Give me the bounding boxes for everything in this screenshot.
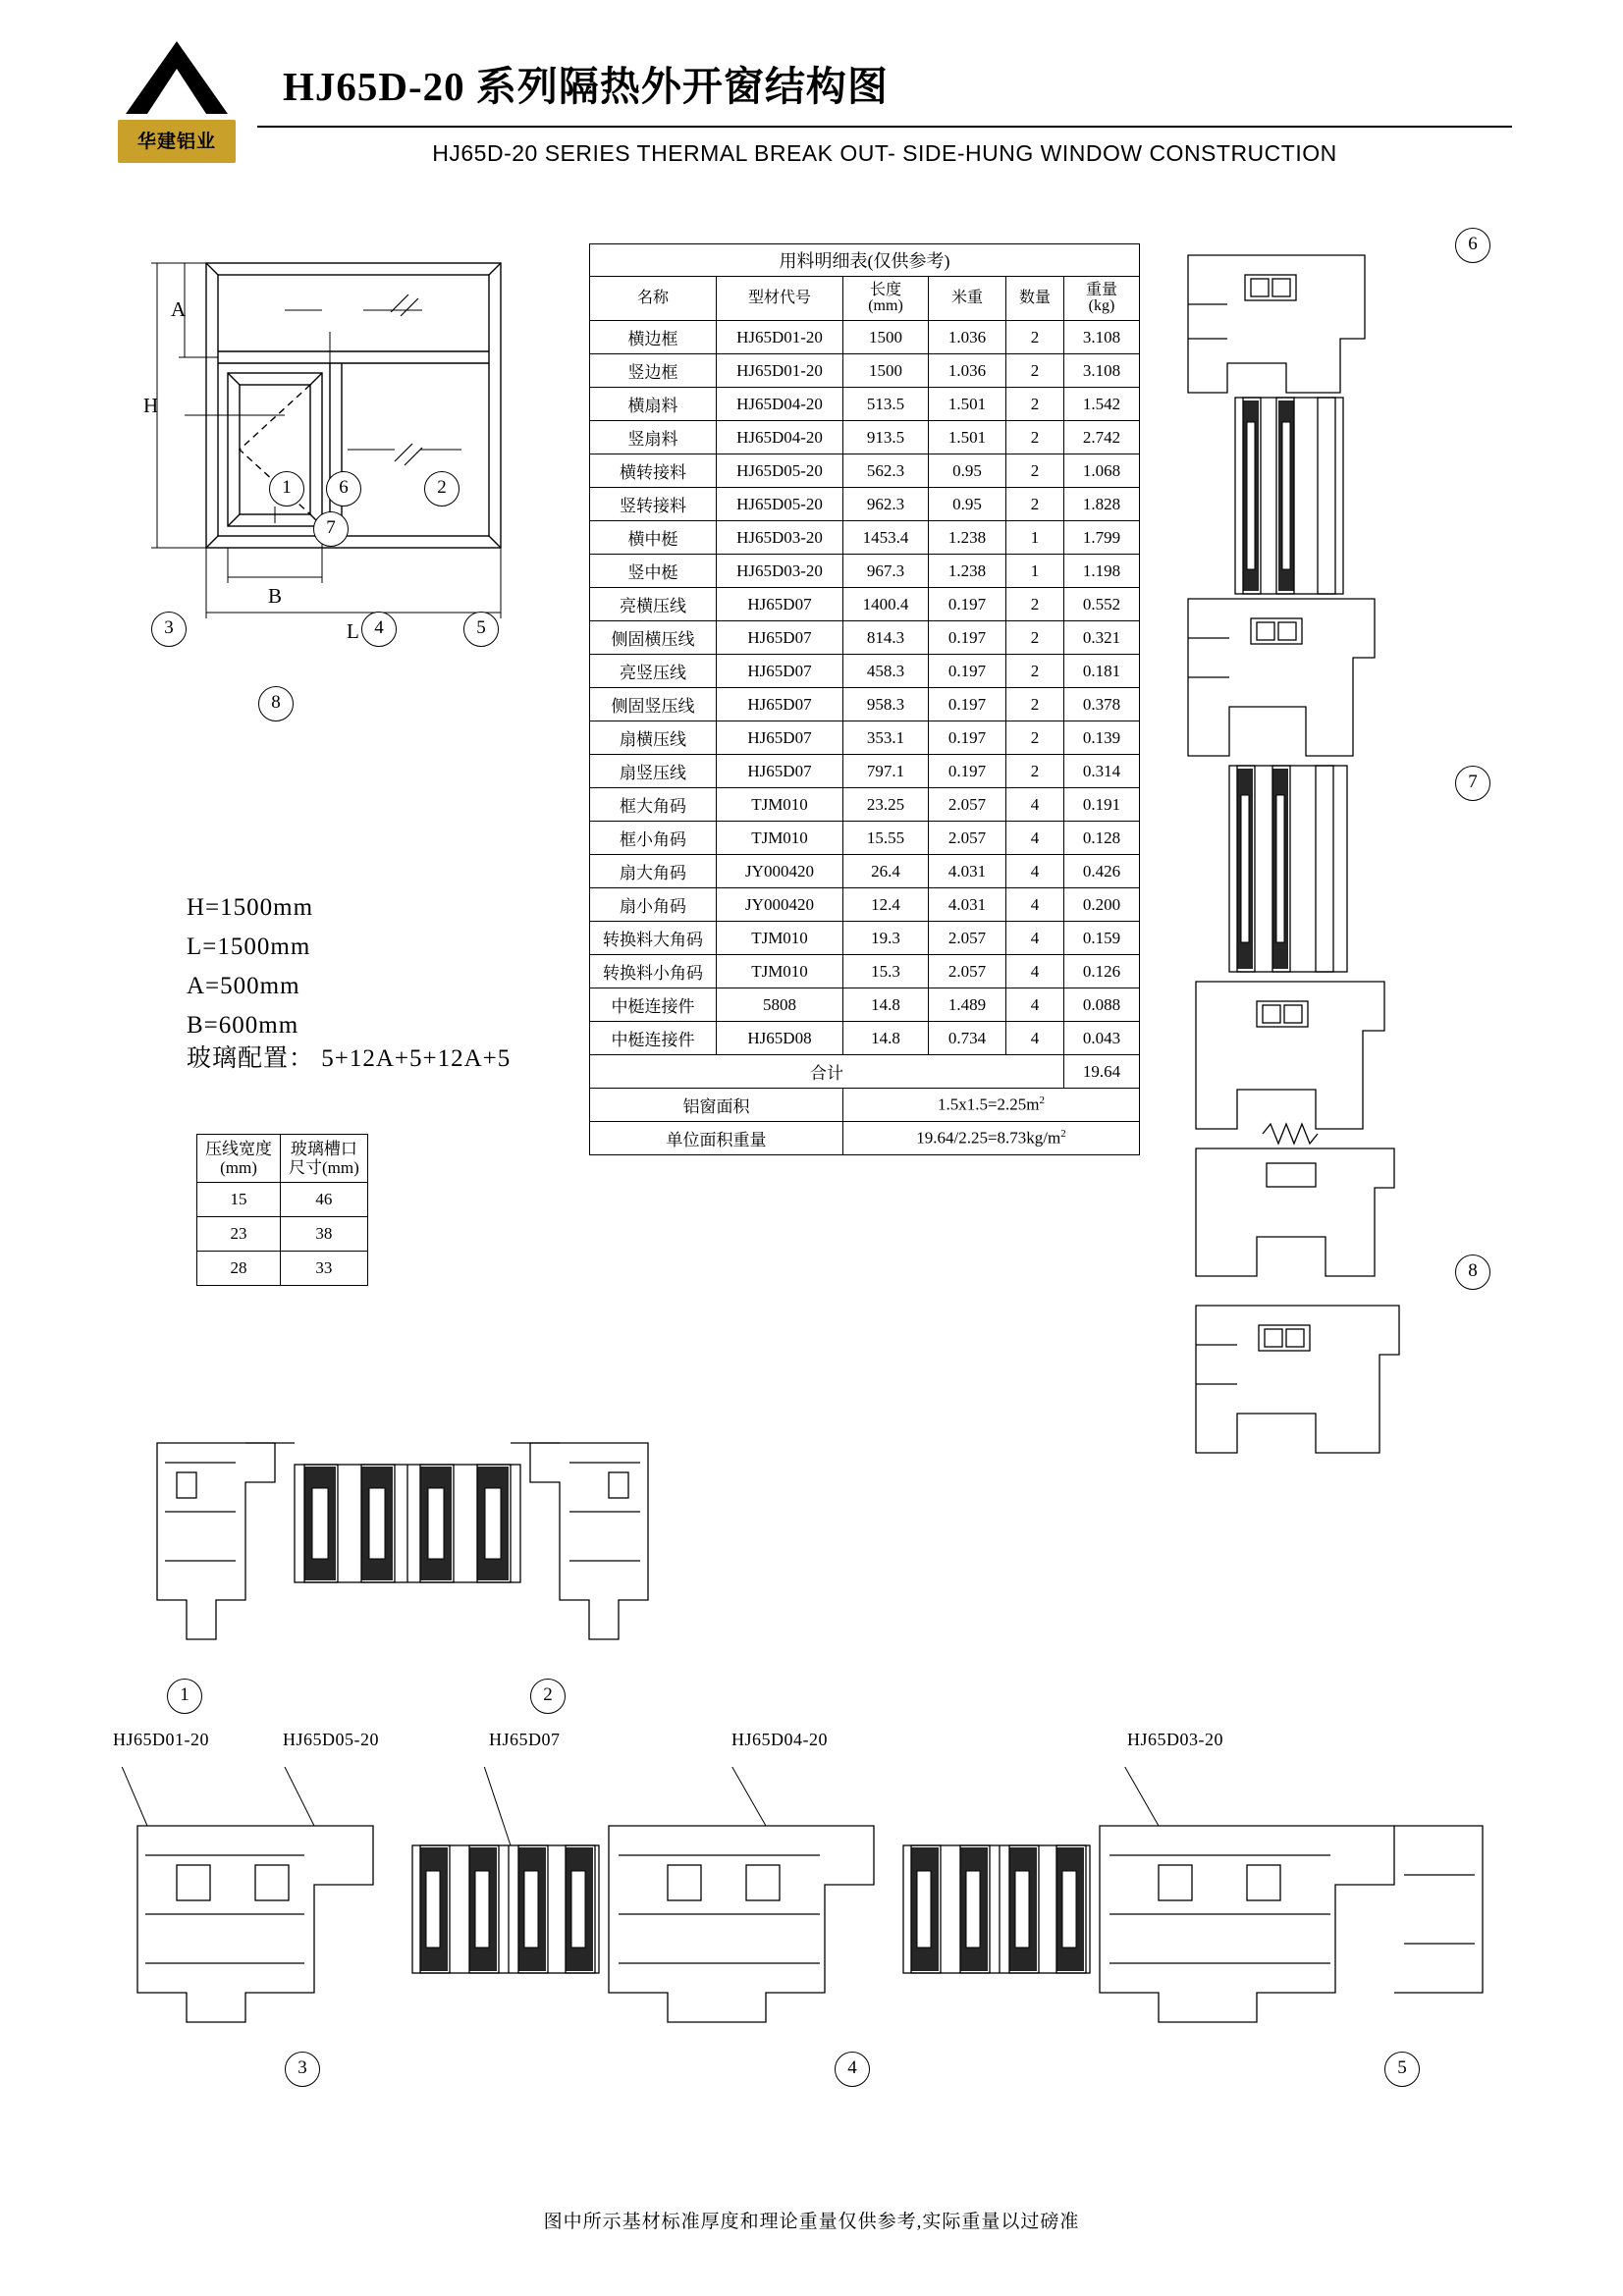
cell-name: 竖边框 <box>590 354 717 388</box>
bom-total-label: 合计 <box>590 1055 1064 1089</box>
cell-name: 扇小角码 <box>590 888 717 922</box>
cell-weight: 1.828 <box>1064 488 1140 521</box>
cell-length: 14.8 <box>843 988 929 1022</box>
cell-qty: 4 <box>1006 1022 1064 1055</box>
cell-meterweight: 4.031 <box>929 855 1006 888</box>
cell-length: 19.3 <box>843 922 929 955</box>
cell-code: HJ65D07 <box>717 688 843 721</box>
cell-weight: 0.378 <box>1064 688 1140 721</box>
cell-meterweight: 0.95 <box>929 488 1006 521</box>
table-row <box>590 421 1140 454</box>
cell-code: HJ65D07 <box>717 588 843 621</box>
cell-qty: 4 <box>1006 988 1064 1022</box>
profile-label-hj65d03: HJ65D03-20 <box>1127 1730 1223 1749</box>
header-bead-width-l1: 压线宽度 <box>205 1140 272 1158</box>
dim-label-H: H <box>143 394 159 417</box>
cell-meterweight: 1.036 <box>929 321 1006 354</box>
bom-header-length <box>843 277 929 321</box>
cell-weight: 0.128 <box>1064 822 1140 855</box>
cell-weight: 0.126 <box>1064 955 1140 988</box>
cell-weight: 2.742 <box>1064 421 1140 454</box>
cell-qty: 4 <box>1006 822 1064 855</box>
bom-area-value <box>843 1089 1140 1122</box>
bom-area-label: 铝窗面积 <box>590 1089 843 1122</box>
cell-code: HJ65D01-20 <box>717 321 843 354</box>
dim-label-A: A <box>171 297 187 321</box>
table-row <box>590 755 1140 788</box>
cell-name: 竖转接料 <box>590 488 717 521</box>
cell-qty: 1 <box>1006 521 1064 555</box>
cell-code: TJM010 <box>717 822 843 855</box>
bom-unit-value-text: 19.64/2.25=8.73kg/m <box>916 1128 1061 1148</box>
cell-weight: 0.088 <box>1064 988 1140 1022</box>
bom-unit-sup: 2 <box>1060 1128 1066 1141</box>
profile-label-hj65d04: HJ65D04-20 <box>731 1730 828 1749</box>
cell-name: 亮竖压线 <box>590 655 717 688</box>
header-glass-slot-l2: 尺寸(mm) <box>289 1158 359 1177</box>
cell-length: 458.3 <box>843 655 929 688</box>
cell-weight: 0.159 <box>1064 922 1140 955</box>
cell-code: HJ65D04-20 <box>717 421 843 454</box>
table-row <box>590 922 1140 955</box>
page-subtitle: HJ65D-20 SERIES THERMAL BREAK OUT- SIDE-HUNG WINDOW CONSTRUCTION <box>432 140 1337 166</box>
cell-code: HJ65D07 <box>717 755 843 788</box>
elevation-callout-8: 8 <box>258 686 294 721</box>
bom-header-name: 名称 <box>590 277 717 321</box>
cell-length: 797.1 <box>843 755 929 788</box>
cell-meterweight: 1.036 <box>929 354 1006 388</box>
cell-qty: 2 <box>1006 755 1064 788</box>
cell-meterweight: 2.057 <box>929 788 1006 822</box>
cell-qty: 4 <box>1006 788 1064 822</box>
bom-total-row <box>590 1055 1140 1089</box>
cell-meterweight: 0.197 <box>929 621 1006 655</box>
table-row <box>590 588 1140 621</box>
cell-qty: 2 <box>1006 421 1064 454</box>
cell-meterweight: 2.057 <box>929 955 1006 988</box>
bom-header-length-l2: (mm) <box>868 297 903 314</box>
cell-length: 14.8 <box>843 1022 929 1055</box>
cell-length: 1500 <box>843 321 929 354</box>
cell-length: 1400.4 <box>843 588 929 621</box>
cell-qty: 1 <box>1006 555 1064 588</box>
header-glass-slot <box>281 1135 368 1183</box>
cell-meterweight: 1.238 <box>929 555 1006 588</box>
header-glass-slot-l1: 玻璃槽口 <box>290 1140 357 1158</box>
cell-code: HJ65D07 <box>717 655 843 688</box>
cell-code: HJ65D08 <box>717 1022 843 1055</box>
table-row <box>590 988 1140 1022</box>
cell-name: 框小角码 <box>590 822 717 855</box>
table-row <box>590 388 1140 421</box>
cell-qty: 4 <box>1006 922 1064 955</box>
cell-glass-slot: 33 <box>281 1252 368 1286</box>
bom-header-code: 型材代号 <box>717 277 843 321</box>
cell-name: 横转接料 <box>590 454 717 488</box>
cell-weight: 0.181 <box>1064 655 1140 688</box>
logo-mark-icon <box>124 39 230 116</box>
cell-code: HJ65D01-20 <box>717 354 843 388</box>
cell-weight: 1.068 <box>1064 454 1140 488</box>
elevation-callout-6: 6 <box>326 471 361 507</box>
page-title <box>283 54 889 112</box>
cell-code: HJ65D05-20 <box>717 454 843 488</box>
title-series-code: HJ65D-20 <box>283 64 465 109</box>
elevation-callout-3: 3 <box>151 612 187 647</box>
table-row <box>590 888 1140 922</box>
bom-area-value-text: 1.5x1.5=2.25m <box>937 1095 1040 1114</box>
dimension-L: L=1500mm <box>187 934 311 960</box>
elevation-callout-7: 7 <box>313 511 349 547</box>
table-row <box>590 321 1140 354</box>
cell-length: 15.55 <box>843 822 929 855</box>
section-callout-5: 5 <box>1384 2052 1420 2087</box>
table-row <box>197 1217 368 1252</box>
cell-qty: 2 <box>1006 354 1064 388</box>
cell-meterweight: 0.197 <box>929 755 1006 788</box>
section-callout-8: 8 <box>1455 1255 1490 1290</box>
cell-length: 1453.4 <box>843 521 929 555</box>
cell-length: 913.5 <box>843 421 929 454</box>
cell-meterweight: 2.057 <box>929 922 1006 955</box>
page-header <box>0 0 1623 211</box>
glass-configuration: 玻璃配置： 5+12A+5+12A+5 <box>187 1045 512 1072</box>
cell-meterweight: 1.489 <box>929 988 1006 1022</box>
table-row <box>590 1022 1140 1055</box>
cell-code: TJM010 <box>717 922 843 955</box>
cell-code: HJ65D03-20 <box>717 521 843 555</box>
table-row <box>590 855 1140 888</box>
header-bead-width <box>197 1135 281 1183</box>
title-chinese: 系列隔热外开窗结构图 <box>475 64 889 109</box>
bom-total-value: 19.64 <box>1064 1055 1140 1089</box>
section-callout-1: 1 <box>167 1679 202 1714</box>
cell-length: 958.3 <box>843 688 929 721</box>
section-1-2-drawing <box>147 1404 658 1728</box>
dimension-H: H=1500mm <box>187 894 314 921</box>
cell-length: 814.3 <box>843 621 929 655</box>
table-row <box>197 1183 368 1217</box>
cell-meterweight: 0.197 <box>929 588 1006 621</box>
bom-caption-row <box>590 244 1140 277</box>
table-row <box>590 354 1140 388</box>
cell-qty: 2 <box>1006 454 1064 488</box>
cell-code: 5808 <box>717 988 843 1022</box>
cell-code: HJ65D05-20 <box>717 488 843 521</box>
bom-header-meterweight: 米重 <box>929 277 1006 321</box>
cell-length: 26.4 <box>843 855 929 888</box>
section-callout-3: 3 <box>285 2052 320 2087</box>
bom-header-row <box>590 277 1140 321</box>
cell-code: HJ65D03-20 <box>717 555 843 588</box>
table-header-row <box>197 1135 368 1183</box>
cell-bead-width: 28 <box>197 1252 281 1286</box>
cell-meterweight: 1.501 <box>929 388 1006 421</box>
cell-code: TJM010 <box>717 788 843 822</box>
logo-text: 华建铝业 <box>136 131 216 152</box>
bead-width-table <box>196 1134 368 1286</box>
table-row <box>590 521 1140 555</box>
table-row <box>590 822 1140 855</box>
cell-meterweight: 0.197 <box>929 655 1006 688</box>
cell-name: 中梃连接件 <box>590 988 717 1022</box>
cell-code: TJM010 <box>717 955 843 988</box>
profile-label-hj65d07: HJ65D07 <box>489 1730 561 1749</box>
cell-length: 513.5 <box>843 388 929 421</box>
cell-name: 亮横压线 <box>590 588 717 621</box>
bom-unit-value <box>843 1122 1140 1155</box>
bom-area-row <box>590 1089 1140 1122</box>
cell-qty: 4 <box>1006 855 1064 888</box>
bom-caption: 用料明细表(仅供参考) <box>590 244 1140 277</box>
table-row <box>590 688 1140 721</box>
cell-code: HJ65D07 <box>717 721 843 755</box>
vertical-section-svg <box>1168 245 1492 1639</box>
cell-name: 转换料大角码 <box>590 922 717 955</box>
cell-meterweight: 2.057 <box>929 822 1006 855</box>
cell-weight: 1.542 <box>1064 388 1140 421</box>
elevation-callout-4: 4 <box>361 612 397 647</box>
bom-unit-label: 单位面积重量 <box>590 1122 843 1155</box>
table-row <box>590 488 1140 521</box>
cell-weight: 3.108 <box>1064 354 1140 388</box>
cell-name: 框大角码 <box>590 788 717 822</box>
cell-length: 353.1 <box>843 721 929 755</box>
cell-length: 562.3 <box>843 454 929 488</box>
cell-qty: 2 <box>1006 721 1064 755</box>
table-row <box>590 454 1140 488</box>
elevation-svg <box>137 253 599 842</box>
section-callout-4: 4 <box>835 2052 870 2087</box>
profile-label-hj65d05: HJ65D05-20 <box>283 1730 379 1749</box>
cell-meterweight: 1.501 <box>929 421 1006 454</box>
cell-bead-width: 15 <box>197 1183 281 1217</box>
cell-qty: 2 <box>1006 321 1064 354</box>
cell-code: JY000420 <box>717 888 843 922</box>
bom-area-sup: 2 <box>1039 1095 1046 1107</box>
cell-glass-slot: 46 <box>281 1183 368 1217</box>
cell-weight: 0.426 <box>1064 855 1140 888</box>
dimension-list <box>187 888 313 1045</box>
table-row <box>590 721 1140 755</box>
cell-name: 横扇料 <box>590 388 717 421</box>
bill-of-materials-table <box>589 243 1140 1155</box>
cell-qty: 4 <box>1006 955 1064 988</box>
cell-qty: 4 <box>1006 888 1064 922</box>
footer-note: 图中所示基材标准厚度和理论重量仅供参考,实际重量以过磅准 <box>543 2212 1080 2232</box>
cell-weight: 1.799 <box>1064 521 1140 555</box>
cell-meterweight: 0.95 <box>929 454 1006 488</box>
cell-length: 967.3 <box>843 555 929 588</box>
table-row <box>590 555 1140 588</box>
cell-weight: 0.321 <box>1064 621 1140 655</box>
cell-code: HJ65D04-20 <box>717 388 843 421</box>
company-logo <box>110 39 243 167</box>
section-1-2-svg <box>147 1404 658 1688</box>
cell-length: 12.4 <box>843 888 929 922</box>
cell-qty: 2 <box>1006 655 1064 688</box>
cell-meterweight: 4.031 <box>929 888 1006 922</box>
table-row <box>197 1252 368 1286</box>
cell-weight: 1.198 <box>1064 555 1140 588</box>
dimension-A: A=500mm <box>187 973 300 999</box>
cell-length: 962.3 <box>843 488 929 521</box>
cell-name: 横中梃 <box>590 521 717 555</box>
vertical-section-drawing <box>1168 234 1492 1639</box>
profile-label-hj65d01: HJ65D01-20 <box>113 1730 209 1749</box>
cell-glass-slot: 38 <box>281 1217 368 1252</box>
section-callout-7: 7 <box>1455 766 1490 801</box>
dim-label-B: B <box>268 584 283 608</box>
bom-unit-row <box>590 1122 1140 1155</box>
table-row <box>590 955 1140 988</box>
bom-header-qty: 数量 <box>1006 277 1064 321</box>
section-callout-6: 6 <box>1455 228 1490 263</box>
cell-name: 竖扇料 <box>590 421 717 454</box>
cell-length: 1500 <box>843 354 929 388</box>
cell-qty: 2 <box>1006 588 1064 621</box>
cell-qty: 2 <box>1006 488 1064 521</box>
cell-length: 15.3 <box>843 955 929 988</box>
cell-code: HJ65D07 <box>717 621 843 655</box>
dim-label-L: L <box>347 619 359 643</box>
dimension-B: B=600mm <box>187 1012 299 1039</box>
cell-meterweight: 1.238 <box>929 521 1006 555</box>
cell-name: 转换料小角码 <box>590 955 717 988</box>
cell-name: 侧固横压线 <box>590 621 717 655</box>
cell-weight: 3.108 <box>1064 321 1140 354</box>
cell-qty: 2 <box>1006 388 1064 421</box>
window-elevation-drawing <box>137 253 599 842</box>
cell-name: 侧固竖压线 <box>590 688 717 721</box>
table-row <box>590 655 1140 688</box>
cell-code: JY000420 <box>717 855 843 888</box>
cell-name: 扇横压线 <box>590 721 717 755</box>
table-row <box>590 788 1140 822</box>
elevation-callout-2: 2 <box>424 471 460 507</box>
cell-meterweight: 0.734 <box>929 1022 1006 1055</box>
cell-weight: 0.043 <box>1064 1022 1140 1055</box>
header-bead-width-l2: (mm) <box>220 1158 257 1177</box>
cell-weight: 0.552 <box>1064 588 1140 621</box>
cell-name: 扇竖压线 <box>590 755 717 788</box>
cell-meterweight: 0.197 <box>929 721 1006 755</box>
cell-qty: 2 <box>1006 621 1064 655</box>
cell-name: 中梃连接件 <box>590 1022 717 1055</box>
cell-length: 23.25 <box>843 788 929 822</box>
elevation-callout-1: 1 <box>269 471 304 507</box>
title-divider <box>257 126 1512 128</box>
cell-name: 横边框 <box>590 321 717 354</box>
horizontal-section-drawing <box>113 1730 1512 2130</box>
cell-weight: 0.191 <box>1064 788 1140 822</box>
elevation-callout-5: 5 <box>463 612 499 647</box>
bom-header-weight-l1: 重量 <box>1085 282 1117 298</box>
bom-header-length-l1: 长度 <box>869 282 901 298</box>
cell-qty: 2 <box>1006 688 1064 721</box>
cell-bead-width: 23 <box>197 1217 281 1252</box>
section-callout-2: 2 <box>530 1679 566 1714</box>
cell-name: 竖中梃 <box>590 555 717 588</box>
cell-weight: 0.139 <box>1064 721 1140 755</box>
table-row <box>590 621 1140 655</box>
horizontal-section-svg <box>118 1767 1512 2061</box>
bom-header-weight <box>1064 277 1140 321</box>
cell-weight: 0.314 <box>1064 755 1140 788</box>
cell-name: 扇大角码 <box>590 855 717 888</box>
bom-header-weight-l2: (kg) <box>1088 297 1115 314</box>
cell-meterweight: 0.197 <box>929 688 1006 721</box>
cell-weight: 0.200 <box>1064 888 1140 922</box>
